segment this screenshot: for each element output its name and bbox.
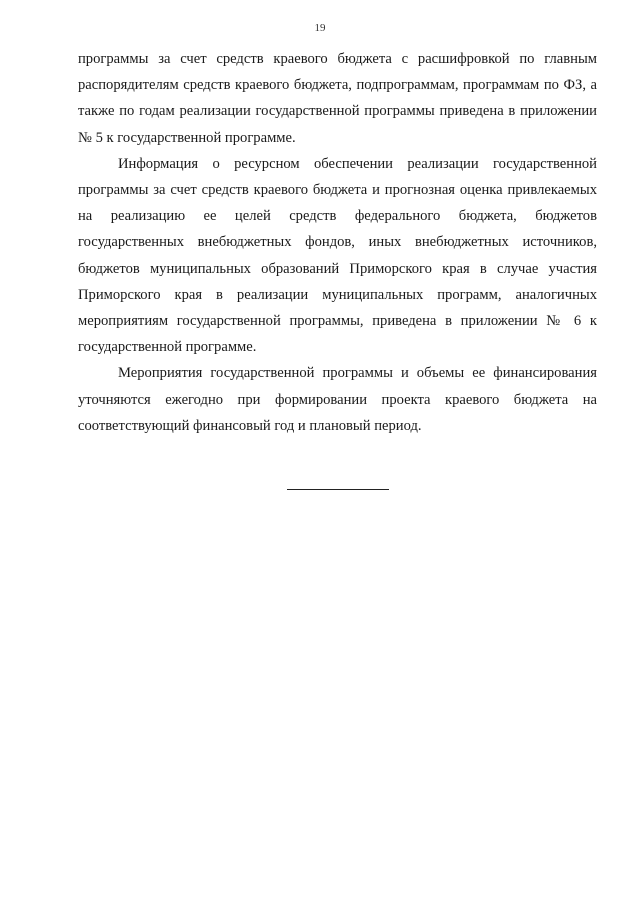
document-body: [78, 46, 597, 439]
end-separator-line: [287, 489, 389, 490]
paragraph-continuation: программы за счет средств краевого бюджета с расшифровкой по главным распорядителям средств краевого бюджета, подпрограммам, программам по ФЗ, а также по годам реализации государственной программы приведена в приложении № 5 к государственной программе.: [78, 51, 597, 146]
paragraph-activities: Мероприятия государственной программы и объемы ее финансирования уточняются ежегодно при формировании проекта краевого бюджета на соответствующий финансовый год и плановый период.: [78, 365, 597, 434]
paragraph-resource-info: Информация о ресурсном обеспечении реализации государственной программы за счет средств краевого бюджета и прогнозная оценка привлекаемых на реализацию ее целей средств федерального бюджета, бюджетов государственных внебюджетных фондов, иных внебюджетных источников, бюджетов муниципальных образований Приморского края в случае участия Приморского края в реализации муниципальных программ, аналогичных мероприятиям государственной программы, приведена в приложении № 6 к государственной программе.: [78, 155, 597, 356]
page-number: 19: [314, 22, 326, 34]
